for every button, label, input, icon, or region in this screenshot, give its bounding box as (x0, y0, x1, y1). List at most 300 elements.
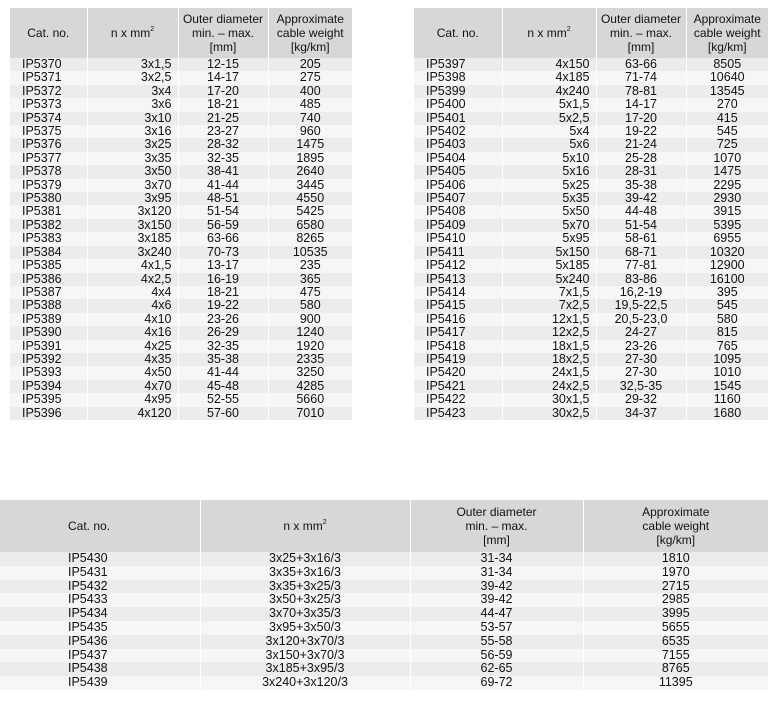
cat-no-cell: IP5390 (10, 326, 87, 339)
cable-weight-cell: 960 (268, 125, 352, 138)
outer-diameter-cell: 44-48 (596, 205, 686, 218)
cat-no-cell: IP5421 (414, 380, 502, 393)
outer-diameter-cell: 77-81 (596, 259, 686, 272)
outer-diameter-cell: 23-26 (596, 340, 686, 353)
outer-diameter-cell: 21-24 (596, 138, 686, 151)
table-row (10, 179, 352, 192)
outer-diameter-cell: 44-47 (410, 607, 583, 621)
outer-diameter-cell: 51-54 (596, 219, 686, 232)
cat-no-cell: IP5437 (0, 649, 200, 663)
outer-diameter-cell: 70-73 (178, 246, 268, 259)
cable-weight-cell: 3250 (268, 366, 352, 379)
cross-section-cell: 4x1,5 (87, 259, 178, 272)
cat-no-cell: IP5373 (10, 98, 87, 111)
cross-section-cell: 4x4 (87, 286, 178, 299)
table-row (0, 593, 768, 607)
outer-diameter-cell: 39-42 (410, 580, 583, 594)
table-row (414, 152, 768, 165)
cable-weight-cell: 1240 (268, 326, 352, 339)
outer-diameter-cell: 23-26 (178, 313, 268, 326)
header-cable-weight: Approximate cable weight [kg/km] (268, 8, 352, 58)
cable-weight-cell: 1070 (686, 152, 768, 165)
cat-no-cell: IP5394 (10, 380, 87, 393)
cross-section-cell: 5x2,5 (502, 112, 596, 125)
cat-no-cell: IP5380 (10, 192, 87, 205)
cross-section-cell: 3x150+3x70/3 (200, 649, 410, 663)
cable-weight-cell: 1920 (268, 340, 352, 353)
header-outer-diameter: Outer diameter min. – max. [mm] (410, 500, 583, 552)
table-row (0, 676, 768, 690)
cross-section-cell: 3x240+3x120/3 (200, 676, 410, 690)
cable-weight-cell: 395 (686, 286, 768, 299)
cat-no-cell: IP5391 (10, 340, 87, 353)
outer-diameter-cell: 31-34 (410, 552, 583, 566)
cross-section-cell: 3x50+3x25/3 (200, 593, 410, 607)
cable-weight-cell: 8505 (686, 58, 768, 71)
outer-diameter-cell: 56-59 (410, 649, 583, 663)
cat-no-cell: IP5381 (10, 205, 87, 218)
cat-no-cell: IP5401 (414, 112, 502, 125)
cross-section-cell: 18x1,5 (502, 340, 596, 353)
outer-diameter-cell: 69-72 (410, 676, 583, 690)
cable-weight-cell: 5425 (268, 205, 352, 218)
cross-section-cell: 5x6 (502, 138, 596, 151)
cat-no-cell: IP5423 (414, 407, 502, 420)
table-row (414, 246, 768, 259)
outer-diameter-cell: 24-27 (596, 326, 686, 339)
cross-section-cell: 3x95+3x50/3 (200, 621, 410, 635)
outer-diameter-cell: 32,5-35 (596, 380, 686, 393)
table-row (0, 607, 768, 621)
cross-section-cell: 3x1,5 (87, 58, 178, 71)
cable-weight-cell: 10640 (686, 71, 768, 84)
table-row (10, 246, 352, 259)
table-row (10, 112, 352, 125)
outer-diameter-cell: 78-81 (596, 85, 686, 98)
cat-no-cell: IP5436 (0, 635, 200, 649)
cat-no-cell: IP5388 (10, 299, 87, 312)
outer-diameter-cell: 21-25 (178, 112, 268, 125)
table-row (414, 112, 768, 125)
cable-weight-cell: 1810 (583, 552, 768, 566)
outer-diameter-cell: 55-58 (410, 635, 583, 649)
cat-no-cell: IP5389 (10, 313, 87, 326)
cross-section-cell: 12x2,5 (502, 326, 596, 339)
table-row (10, 340, 352, 353)
cross-section-cell: 4x185 (502, 71, 596, 84)
cross-section-cell: 3x6 (87, 98, 178, 111)
cat-no-cell: IP5433 (0, 593, 200, 607)
cable-weight-cell: 7155 (583, 649, 768, 663)
cable-spec-table-2 (414, 8, 768, 420)
cross-section-cell: 5x95 (502, 232, 596, 245)
table-row (10, 58, 352, 71)
table-row (10, 286, 352, 299)
table-row (414, 138, 768, 151)
cable-weight-cell: 275 (268, 71, 352, 84)
cable-weight-cell: 365 (268, 273, 352, 286)
header-n-x-mm: n x $mm^2$ (87, 8, 178, 58)
outer-diameter-cell: 63-66 (596, 58, 686, 71)
cat-no-cell: IP5432 (0, 580, 200, 594)
cross-section-cell: 18x2,5 (502, 353, 596, 366)
cable-weight-cell: 1970 (583, 566, 768, 580)
cross-section-cell: 4x240 (502, 85, 596, 98)
header-cat-no: Cat. no. (414, 8, 502, 58)
cross-section-cell: 5x150 (502, 246, 596, 259)
cross-section-cell: 5x35 (502, 192, 596, 205)
outer-diameter-cell: 48-51 (178, 192, 268, 205)
outer-diameter-cell: 23-27 (178, 125, 268, 138)
outer-diameter-cell: 14-17 (178, 71, 268, 84)
outer-diameter-cell: 41-44 (178, 366, 268, 379)
cross-section-cell: 3x150 (87, 219, 178, 232)
table-row (10, 259, 352, 272)
cat-no-cell: IP5398 (414, 71, 502, 84)
header-cable-weight: Approximate cable weight [kg/km] (686, 8, 768, 58)
header-cat-no: Cat. no. (10, 8, 87, 58)
cross-section-cell: 5x50 (502, 205, 596, 218)
table-row (10, 98, 352, 111)
cable-weight-cell: 2715 (583, 580, 768, 594)
table-header-row (10, 8, 352, 58)
table-row (0, 580, 768, 594)
cable-weight-cell: 2335 (268, 353, 352, 366)
cat-no-cell: IP5372 (10, 85, 87, 98)
cat-no-cell: IP5371 (10, 71, 87, 84)
cat-no-cell: IP5438 (0, 662, 200, 676)
cross-section-cell: 3x35 (87, 152, 178, 165)
outer-diameter-cell: 45-48 (178, 380, 268, 393)
cable-weight-cell: 3915 (686, 205, 768, 218)
outer-diameter-cell: 39-42 (596, 192, 686, 205)
cable-weight-cell: 400 (268, 85, 352, 98)
cat-no-cell: IP5431 (0, 566, 200, 580)
header-cable-weight: Approximate cable weight [kg/km] (583, 500, 768, 552)
cable-weight-cell: 1680 (686, 407, 768, 420)
cable-weight-cell: 16100 (686, 273, 768, 286)
table-row (414, 273, 768, 286)
cross-section-cell: 4x50 (87, 366, 178, 379)
cat-no-cell: IP5383 (10, 232, 87, 245)
cross-section-cell: 5x240 (502, 273, 596, 286)
table-row (414, 85, 768, 98)
outer-diameter-cell: 71-74 (596, 71, 686, 84)
cable-weight-cell: 6535 (583, 635, 768, 649)
cat-no-cell: IP5382 (10, 219, 87, 232)
table-row (10, 313, 352, 326)
cable-weight-cell: 10535 (268, 246, 352, 259)
cat-no-cell: IP5403 (414, 138, 502, 151)
cross-section-cell: 3x25 (87, 138, 178, 151)
cat-no-cell: IP5412 (414, 259, 502, 272)
cross-section-cell: 4x6 (87, 299, 178, 312)
cat-no-cell: IP5439 (0, 676, 200, 690)
outer-diameter-cell: 14-17 (596, 98, 686, 111)
cable-weight-cell: 580 (268, 299, 352, 312)
cable-weight-cell: 1010 (686, 366, 768, 379)
cat-no-cell: IP5435 (0, 621, 200, 635)
cross-section-cell: 3x70+3x35/3 (200, 607, 410, 621)
outer-diameter-cell: 17-20 (178, 85, 268, 98)
cross-section-cell: 5x1,5 (502, 98, 596, 111)
table-row (414, 259, 768, 272)
table-row (414, 232, 768, 245)
table-row (414, 98, 768, 111)
cat-no-cell: IP5414 (414, 286, 502, 299)
outer-diameter-cell: 32-35 (178, 340, 268, 353)
cross-section-cell: 24x1,5 (502, 366, 596, 379)
outer-diameter-cell: 18-21 (178, 98, 268, 111)
cat-no-cell: IP5384 (10, 246, 87, 259)
outer-diameter-cell: 20,5-23,0 (596, 313, 686, 326)
cat-no-cell: IP5379 (10, 179, 87, 192)
cat-no-cell: IP5375 (10, 125, 87, 138)
header-n-x-mm: n x $mm^2$ (200, 500, 410, 552)
table-row (414, 205, 768, 218)
outer-diameter-cell: 19,5-22,5 (596, 299, 686, 312)
cable-weight-cell: 815 (686, 326, 768, 339)
cross-section-cell: 5x4 (502, 125, 596, 138)
cat-no-cell: IP5410 (414, 232, 502, 245)
cable-weight-cell: 205 (268, 58, 352, 71)
cat-no-cell: IP5377 (10, 152, 87, 165)
cat-no-cell: IP5393 (10, 366, 87, 379)
table-row (10, 299, 352, 312)
cable-weight-cell: 2295 (686, 179, 768, 192)
table-row (10, 219, 352, 232)
table-row (0, 566, 768, 580)
cat-no-cell: IP5422 (414, 393, 502, 406)
outer-diameter-cell: 35-38 (596, 179, 686, 192)
cable-weight-cell: 7010 (268, 407, 352, 420)
cat-no-cell: IP5409 (414, 219, 502, 232)
cable-weight-cell: 10320 (686, 246, 768, 259)
table-row (414, 407, 768, 420)
cross-section-cell: 3x2,5 (87, 71, 178, 84)
cross-section-cell: 30x2,5 (502, 407, 596, 420)
table-row (0, 552, 768, 566)
outer-diameter-cell: 53-57 (410, 621, 583, 635)
table-row (414, 192, 768, 205)
outer-diameter-cell: 41-44 (178, 179, 268, 192)
table-row (10, 152, 352, 165)
cable-weight-cell: 1475 (686, 165, 768, 178)
cross-section-cell: 3x4 (87, 85, 178, 98)
header-n-x-mm: n x $mm^2$ (502, 8, 596, 58)
cross-section-cell: 5x25 (502, 179, 596, 192)
header-cat-no: Cat. no. (0, 500, 200, 552)
cat-no-cell: IP5399 (414, 85, 502, 98)
table-row (10, 192, 352, 205)
cross-section-cell: 3x240 (87, 246, 178, 259)
cross-section-cell: 30x1,5 (502, 393, 596, 406)
cable-weight-cell: 1160 (686, 393, 768, 406)
cat-no-cell: IP5413 (414, 273, 502, 286)
cross-section-cell: 12x1,5 (502, 313, 596, 326)
cat-no-cell: IP5385 (10, 259, 87, 272)
table-row (10, 138, 352, 151)
cat-no-cell: IP5418 (414, 340, 502, 353)
outer-diameter-cell: 68-71 (596, 246, 686, 259)
table-header-row (414, 8, 768, 58)
cable-weight-cell: 485 (268, 98, 352, 111)
table-row (414, 71, 768, 84)
outer-diameter-cell: 62-65 (410, 662, 583, 676)
table-row (10, 380, 352, 393)
cat-no-cell: IP5420 (414, 366, 502, 379)
table-row (414, 340, 768, 353)
cross-section-cell: 4x95 (87, 393, 178, 406)
table-row (10, 393, 352, 406)
outer-diameter-cell: 13-17 (178, 259, 268, 272)
table-row (0, 649, 768, 663)
cross-section-cell: 4x25 (87, 340, 178, 353)
cat-no-cell: IP5404 (414, 152, 502, 165)
cross-section-cell: 4x120 (87, 407, 178, 420)
cross-section-cell: 4x150 (502, 58, 596, 71)
table-row (414, 165, 768, 178)
cat-no-cell: IP5376 (10, 138, 87, 151)
cat-no-cell: IP5416 (414, 313, 502, 326)
cross-section-cell: 5x16 (502, 165, 596, 178)
cable-weight-cell: 4550 (268, 192, 352, 205)
cat-no-cell: IP5430 (0, 552, 200, 566)
cable-weight-cell: 3995 (583, 607, 768, 621)
table-row (414, 219, 768, 232)
outer-diameter-cell: 31-34 (410, 566, 583, 580)
outer-diameter-cell: 57-60 (178, 407, 268, 420)
cat-no-cell: IP5400 (414, 98, 502, 111)
outer-diameter-cell: 17-20 (596, 112, 686, 125)
cross-section-cell: 5x185 (502, 259, 596, 272)
cat-no-cell: IP5411 (414, 246, 502, 259)
cross-section-cell: 3x25+3x16/3 (200, 552, 410, 566)
outer-diameter-cell: 29-32 (596, 393, 686, 406)
outer-diameter-cell: 27-30 (596, 353, 686, 366)
outer-diameter-cell: 26-29 (178, 326, 268, 339)
cat-no-cell: IP5396 (10, 407, 87, 420)
cable-weight-cell: 12900 (686, 259, 768, 272)
table-row (10, 85, 352, 98)
cable-weight-cell: 6580 (268, 219, 352, 232)
cross-section-cell: 3x95 (87, 192, 178, 205)
cable-weight-cell: 2640 (268, 165, 352, 178)
cross-section-cell: 3x35+3x16/3 (200, 566, 410, 580)
cross-section-cell: 4x2,5 (87, 273, 178, 286)
cat-no-cell: IP5402 (414, 125, 502, 138)
cat-no-cell: IP5419 (414, 353, 502, 366)
cable-weight-cell: 2985 (583, 593, 768, 607)
cat-no-cell: IP5407 (414, 192, 502, 205)
table-row (414, 286, 768, 299)
cat-no-cell: IP5405 (414, 165, 502, 178)
cable-weight-cell: 6955 (686, 232, 768, 245)
table-row (414, 313, 768, 326)
cable-weight-cell: 8765 (583, 662, 768, 676)
outer-diameter-cell: 34-37 (596, 407, 686, 420)
cable-weight-cell: 725 (686, 138, 768, 151)
cable-weight-cell: 4285 (268, 380, 352, 393)
outer-diameter-cell: 28-31 (596, 165, 686, 178)
table-row (414, 326, 768, 339)
table-row (10, 125, 352, 138)
table-row (0, 635, 768, 649)
cable-weight-cell: 5660 (268, 393, 352, 406)
cross-section-cell: 7x2,5 (502, 299, 596, 312)
cross-section-cell: 3x10 (87, 112, 178, 125)
outer-diameter-cell: 52-55 (178, 393, 268, 406)
table-row (10, 407, 352, 420)
outer-diameter-cell: 27-30 (596, 366, 686, 379)
cable-weight-cell: 2930 (686, 192, 768, 205)
table-row (414, 125, 768, 138)
outer-diameter-cell: 28-32 (178, 138, 268, 151)
table-row (414, 353, 768, 366)
table-row (414, 299, 768, 312)
table-row (414, 179, 768, 192)
outer-diameter-cell: 39-42 (410, 593, 583, 607)
table-row (414, 58, 768, 71)
table-row (0, 621, 768, 635)
cross-section-cell: 4x70 (87, 380, 178, 393)
cross-section-cell: 3x35+3x25/3 (200, 580, 410, 594)
cable-weight-cell: 415 (686, 112, 768, 125)
table-header-row (0, 500, 768, 552)
cross-section-cell: 4x35 (87, 353, 178, 366)
cross-section-cell: 3x16 (87, 125, 178, 138)
cable-weight-cell: 740 (268, 112, 352, 125)
table-row (10, 366, 352, 379)
cat-no-cell: IP5370 (10, 58, 87, 71)
table-row (10, 232, 352, 245)
cable-weight-cell: 270 (686, 98, 768, 111)
cable-weight-cell: 8265 (268, 232, 352, 245)
outer-diameter-cell: 16,2-19 (596, 286, 686, 299)
cross-section-cell: 3x185 (87, 232, 178, 245)
table-row (414, 380, 768, 393)
cable-weight-cell: 235 (268, 259, 352, 272)
cable-weight-cell: 545 (686, 299, 768, 312)
cat-no-cell: IP5387 (10, 286, 87, 299)
cable-weight-cell: 1475 (268, 138, 352, 151)
outer-diameter-cell: 56-59 (178, 219, 268, 232)
cross-section-cell: 3x120+3x70/3 (200, 635, 410, 649)
outer-diameter-cell: 12-15 (178, 58, 268, 71)
cable-weight-cell: 13545 (686, 85, 768, 98)
table-row (10, 353, 352, 366)
cable-weight-cell: 3445 (268, 179, 352, 192)
outer-diameter-cell: 16-19 (178, 273, 268, 286)
cross-section-cell: 4x16 (87, 326, 178, 339)
outer-diameter-cell: 63-66 (178, 232, 268, 245)
cable-weight-cell: 1095 (686, 353, 768, 366)
table-row (10, 71, 352, 84)
cable-weight-cell: 765 (686, 340, 768, 353)
table-row (414, 366, 768, 379)
cat-no-cell: IP5417 (414, 326, 502, 339)
cat-no-cell: IP5408 (414, 205, 502, 218)
cross-section-cell: 4x10 (87, 313, 178, 326)
table-row (10, 326, 352, 339)
cable-spec-table-1 (10, 8, 352, 420)
cable-weight-cell: 1895 (268, 152, 352, 165)
cat-no-cell: IP5378 (10, 165, 87, 178)
table-row (0, 662, 768, 676)
cat-no-cell: IP5392 (10, 353, 87, 366)
table-row (10, 273, 352, 286)
cable-spec-table-3 (0, 500, 768, 690)
